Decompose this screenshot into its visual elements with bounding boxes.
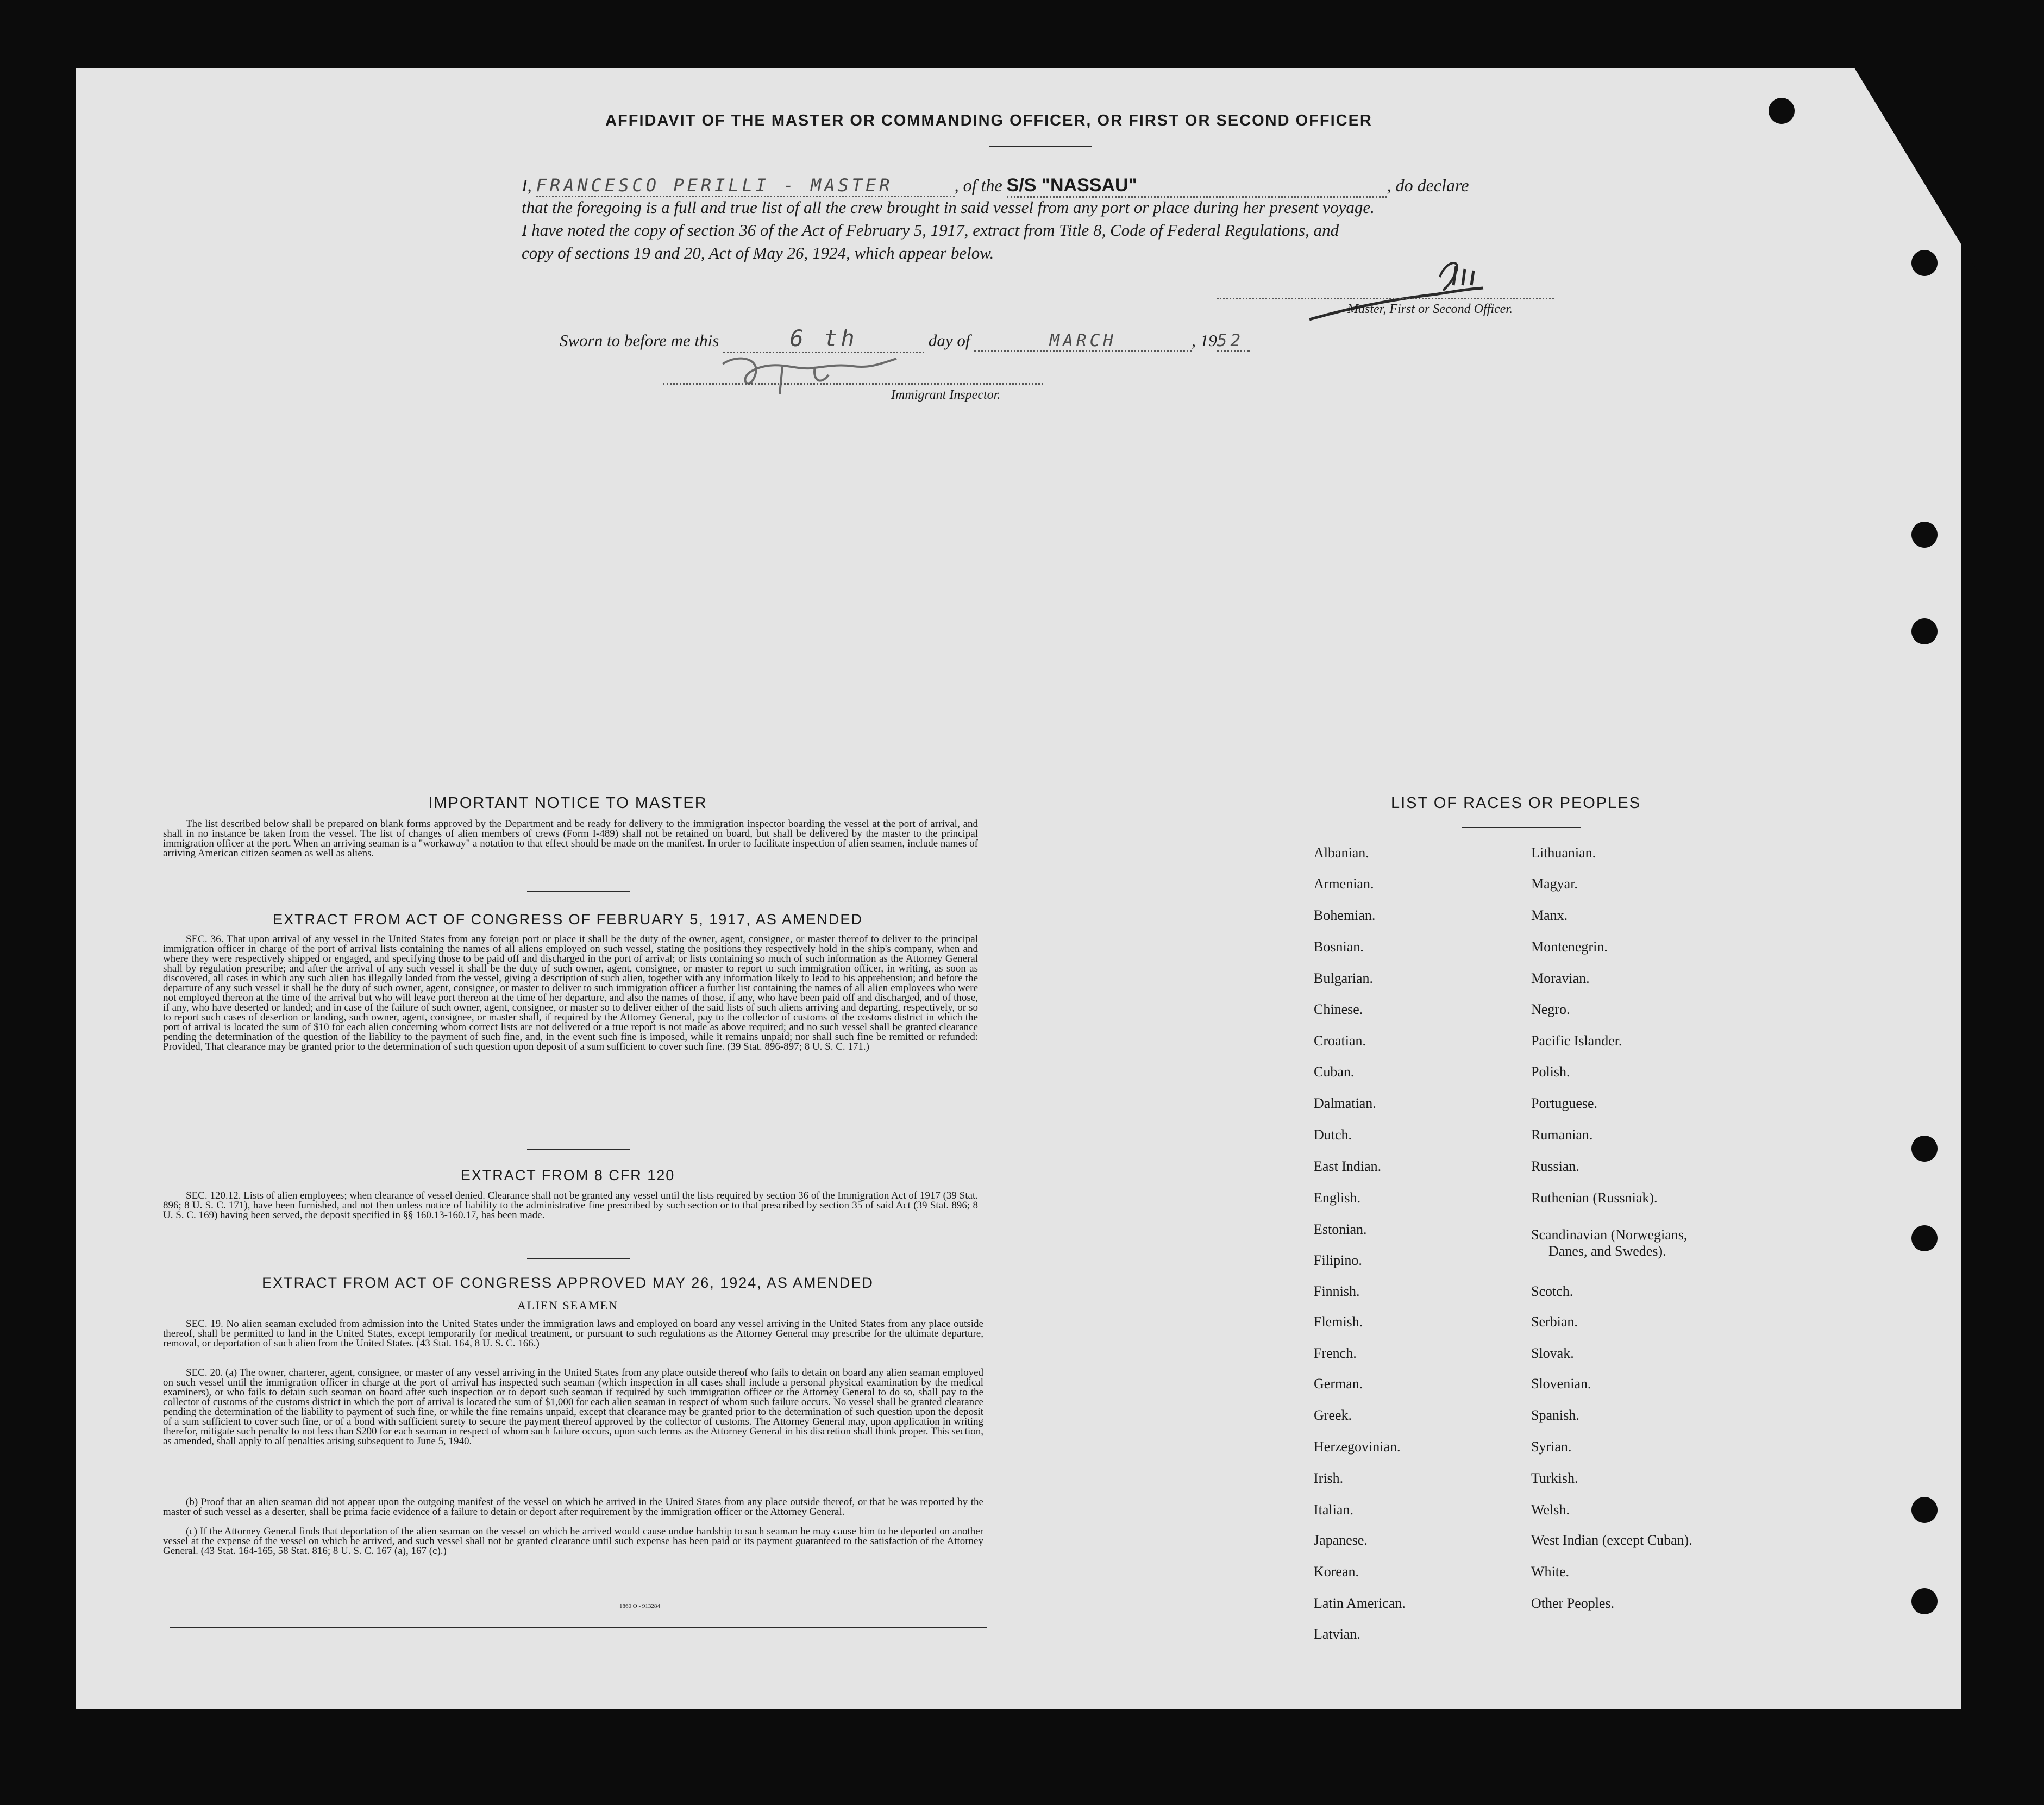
punch-hole [1911, 1136, 1938, 1162]
punch-hole [1911, 1497, 1938, 1523]
race-item: Russian. [1531, 1158, 1579, 1174]
sworn-month: MARCH [974, 331, 1192, 352]
race-item: Rumanian. [1531, 1127, 1593, 1143]
race-item: Turkish. [1531, 1470, 1578, 1486]
punch-hole [1911, 618, 1938, 644]
notice-heading: IMPORTANT NOTICE TO MASTER [428, 794, 707, 812]
extract-1924-heading: EXTRACT FROM ACT OF CONGRESS APPROVED MAY 26, 1924, AS AMENDED [262, 1275, 874, 1291]
race-item: Armenian. [1314, 876, 1374, 892]
race-item: Pacific Islander. [1531, 1033, 1622, 1049]
sec-20b-text: (b) Proof that an alien seaman did not appear upon the outgoing manifest of the vessel on which he arrived in the United States from any place outside thereof, or that he was reported by the master of such vessel as a deserter, shall be prima facie evidence of a failure to detain or deport after requirement by the immigration officer or the Attorney General. [163, 1496, 983, 1518]
race-item: Montenegrin. [1531, 939, 1608, 955]
race-item: Other Peoples. [1531, 1595, 1615, 1611]
race-item: Herzegovinian. [1314, 1439, 1401, 1455]
race-item: Dutch. [1314, 1127, 1352, 1143]
race-item: Manx. [1531, 907, 1568, 923]
race-item: Irish. [1314, 1470, 1344, 1486]
title-rule [989, 146, 1092, 147]
race-item: Danes, and Swedes). [1548, 1243, 1666, 1259]
race-item: French. [1314, 1345, 1357, 1361]
punch-hole [1911, 522, 1938, 548]
of-the-text: , of the [954, 176, 1002, 195]
race-item: Chinese. [1314, 1001, 1363, 1017]
race-item: Bohemian. [1314, 907, 1376, 923]
race-item: Italian. [1314, 1502, 1353, 1518]
race-item: Magyar. [1531, 876, 1578, 892]
race-item: Latvian. [1314, 1626, 1360, 1642]
race-item: Cuban. [1314, 1064, 1355, 1080]
sworn-prefix: Sworn to before me this [560, 331, 719, 350]
master-signature [1304, 255, 1532, 331]
races-heading: LIST OF RACES OR PEOPLES [1390, 794, 1641, 812]
sec-19-text: SEC. 19. No alien seaman excluded from admission into the United States under the immigration laws and employed on board any vessel arriving in the United States from any place outside thereof, shall be permitted to land in the United States, except temporarily for medical treatment, or pursuant to such regulations as the Attorney General may prescribe for the ultimate departure, removal, or deportation of such alien from the United States. (43 Stat. 164, 8 U. S. C. 166.) [163, 1318, 983, 1349]
race-item: Korean. [1314, 1564, 1359, 1580]
bottom-rule [170, 1627, 987, 1628]
races-rule [1462, 827, 1581, 828]
race-item: Negro. [1531, 1001, 1570, 1017]
inspector-signature-line [663, 383, 1043, 385]
race-item: Japanese. [1314, 1532, 1368, 1548]
race-item: Serbian. [1531, 1314, 1578, 1330]
race-item: Scotch. [1531, 1283, 1573, 1299]
extract-1917-heading: EXTRACT FROM ACT OF CONGRESS OF FEBRUARY 5, 1917, AS AMENDED [273, 911, 863, 927]
race-item: East Indian. [1314, 1158, 1382, 1174]
punch-hole [1911, 1225, 1938, 1251]
race-item: Bosnian. [1314, 939, 1364, 955]
race-item: West Indian (except Cuban). [1531, 1532, 1692, 1548]
race-item: English. [1314, 1190, 1360, 1206]
race-item: Estonian. [1314, 1221, 1367, 1237]
sworn-year: 52 [1217, 331, 1250, 352]
do-declare-text: , do declare [1387, 176, 1469, 195]
print-code: 1860 O - 913284 [619, 1603, 660, 1609]
affidavit-title: AFFIDAVIT OF THE MASTER OR COMMANDING OFFICER, OR FIRST OR SECOND OFFICER [605, 112, 1372, 129]
section-rule [527, 1258, 630, 1259]
race-item: Slovak. [1531, 1345, 1574, 1361]
declaration-line [522, 175, 1469, 198]
vessel-name: S/S "NASSAU" [1007, 175, 1387, 198]
race-item: Portuguese. [1531, 1095, 1598, 1111]
race-item: Albanian. [1314, 845, 1369, 861]
officer-caption: Master, First or Second Officer. [1347, 302, 1513, 316]
race-item: Moravian. [1531, 970, 1590, 986]
day-of-text: day of [928, 331, 970, 350]
race-item: Ruthenian (Russniak). [1531, 1190, 1658, 1206]
document-sheet [76, 68, 1961, 1709]
cfr-text: SEC. 120.12. Lists of alien employees; when clearance of vessel denied. Clearance shall not be granted any vessel until the lists required by section 36 of the Immigration Act of 1917 (39 Stat. 896; 8 U. S. C. 171), have been furnished, and not then unless notice of liability to the administrative fine prescribed by such section or to that prescribed by section 35 of said Act (39 Stat. 896; 8 U. S. C. 169) having been served, the deposit specified in §§ 160.13-160.17, has been made. [163, 1190, 978, 1221]
affidavit-body-1: that the foregoing is a full and true list of all the crew brought in said vessel from any port or place during her present voyage. [522, 198, 1375, 217]
race-item: Lithuanian. [1531, 845, 1596, 861]
notice-text: The list described below shall be prepared on blank forms approved by the Department and be ready for delivery to the immigration inspector boarding the vessel at the port of arrival, and shall in no instance be taken from the vessel. The list of changes of alien members of crews (Form I-489) shall not be retained on board, but shall be delivered by the master to the principal immigration officer at the port. When an arriving seaman is a "workaway" a notation to that effect should be made on the manifest. In order to facilitate inspection of alien seamen, include names of arriving American citizen seamen as well as aliens. [163, 818, 978, 859]
affidavit-body-2: I have noted the copy of section 36 of the Act of February 5, 1917, extract from Title 8, Code of Federal Regulations, and [522, 221, 1339, 240]
race-item: Flemish. [1314, 1314, 1363, 1330]
race-item: Croatian. [1314, 1033, 1366, 1049]
race-item: Scandinavian (Norwegians, [1531, 1227, 1688, 1243]
affidavit-body-3: copy of sections 19 and 20, Act of May 26, 1924, which appear below. [522, 243, 994, 262]
race-item: Bulgarian. [1314, 970, 1374, 986]
race-item: Spanish. [1531, 1407, 1579, 1423]
race-item: Slovenian. [1531, 1376, 1591, 1392]
sec-20a-text: SEC. 20. (a) The owner, charterer, agent, consignee, or master of any vessel arriving in the United States from any place outside thereof who fails to detain on board any alien seaman employed on such vessel until the immigration officer in charge at the port of arrival has inspected such seaman (which inspection in all cases shall include a personal physical examination by the medical examiners), or who fails to detain such seaman on board after such inspection or to deport such seaman if required by such immigration officer or the Attorney General to do so, shall pay to the collector of customs of the customs district in which the port of arrival is located the sum of $1,000 for each alien seaman in respect of whom such failure occurs. No vessel shall be granted clearance pending the determination of the liability to payment of such fine, or while the fine remains unpaid, except that clearance may be granted prior to the determination of such question upon the deposit of a sum sufficient to cover such fine, or of a bond with sufficient surety to secure the payment thereof approved by the collector of customs. The Attorney General may, upon application in writing therefor, mitigate such penalty to not less than $200 for each seaman in respect of whom such failure occurs, upon such terms as the Attorney General in his discretion shall think proper. This section, as amended, shall apply to all penalties arising subsequent to June 5, 1940. [163, 1367, 983, 1447]
race-item: Welsh. [1531, 1502, 1570, 1518]
sec-20c-text: (c) If the Attorney General finds that deportation of the alien seaman on the vessel on which he arrived would cause undue hardship to such seaman he may cause him to be deported on another vessel at the expense of the vessel on which he arrived, and such vessel shall not be granted clearance until such expense has been paid or its payment guaranteed to the satisfaction of the Attorney General. (43 Stat. 164-165, 58 Stat. 816; 8 U. S. C. 167 (a), 167 (c).) [163, 1526, 983, 1557]
prefix-text: I, [522, 176, 532, 195]
extract-1917-text: SEC. 36. That upon arrival of any vessel in the United States from any foreign port or place it shall be the duty of the owner, agent, consignee, or master thereof to deliver to the principal immigration officer in charge of the port of arrival lists containing the names of all aliens employed on such vessel, stating the positions they respectively hold in the ship's company, when and where they were respectively shipped or engaged, and specifying those to be paid off and discharged in the port of arrival; or lists containing so much of such information as the Attorney General shall by regulation prescribe; and after the arrival of any such vessel it shall be the duty of such owner, agent, consignee, or master to report to such immigration officer, in writing, as soon as discovered, all cases in which any such alien has illegally landed from the vessel, giving a description of such alien, together with any information likely to lead to his apprehension; and before the departure of any such vessel it shall be the duty of such owner, agent, consignee, or master to deliver to such immigration officer a further list containing the names of all alien employees who were not employed thereon at the time of the arrival but who will leave port thereon at the time of her departure, and also the names of those, if any, who have been paid off and discharged, and of those, if any, who have deserted or landed; and in case of the failure of such owner, agent, consignee, or master so to deliver either of the said lists of such aliens arriving and departing, respectively, or so to report such cases of desertion or landing, such owner, agent, consignee, or master shall, if required by the Attorney General, pay to the collector of customs of the costoms district in which the port of arrival is located the sum of $10 for each alien concerning whom correct lists are not delivered or a true report is not made as above required; and no such vessel shall be granted clearance pending the determination of the question of the liability to the payment of such fine, and, in the event such fine is imposed, while it remains unpaid; nor shall such fine be remitted or refunded: Provided, That clearance may be granted prior to the determination of such question upon deposit of a sum sufficient to cover such fine. (39 Stat. 896-897; 8 U. S. C. 171.) [163, 933, 978, 1052]
punch-hole [1911, 1588, 1938, 1614]
inspector-caption: Immigrant Inspector. [891, 388, 1001, 402]
officer-signature-line [1217, 298, 1554, 299]
master-name: FRANCESCO PERILLI - MASTER [536, 175, 955, 197]
section-rule [527, 1149, 630, 1150]
race-item: Greek. [1314, 1407, 1352, 1423]
punch-hole [1769, 98, 1795, 124]
race-item: Finnish. [1314, 1283, 1360, 1299]
year-prefix: , 19 [1192, 331, 1217, 350]
race-item: Filipino. [1314, 1252, 1362, 1268]
race-item: Polish. [1531, 1064, 1570, 1080]
cfr-heading: EXTRACT FROM 8 CFR 120 [460, 1167, 675, 1183]
punch-hole [1911, 250, 1938, 276]
sworn-day: 6 th [723, 325, 924, 353]
race-item: Latin American. [1314, 1595, 1406, 1611]
race-item: Syrian. [1531, 1439, 1572, 1455]
section-rule [527, 891, 630, 892]
race-item: Dalmatian. [1314, 1095, 1376, 1111]
alien-seamen-subheading: ALIEN SEAMEN [517, 1299, 618, 1312]
race-item: German. [1314, 1376, 1363, 1392]
race-item: White. [1531, 1564, 1570, 1580]
